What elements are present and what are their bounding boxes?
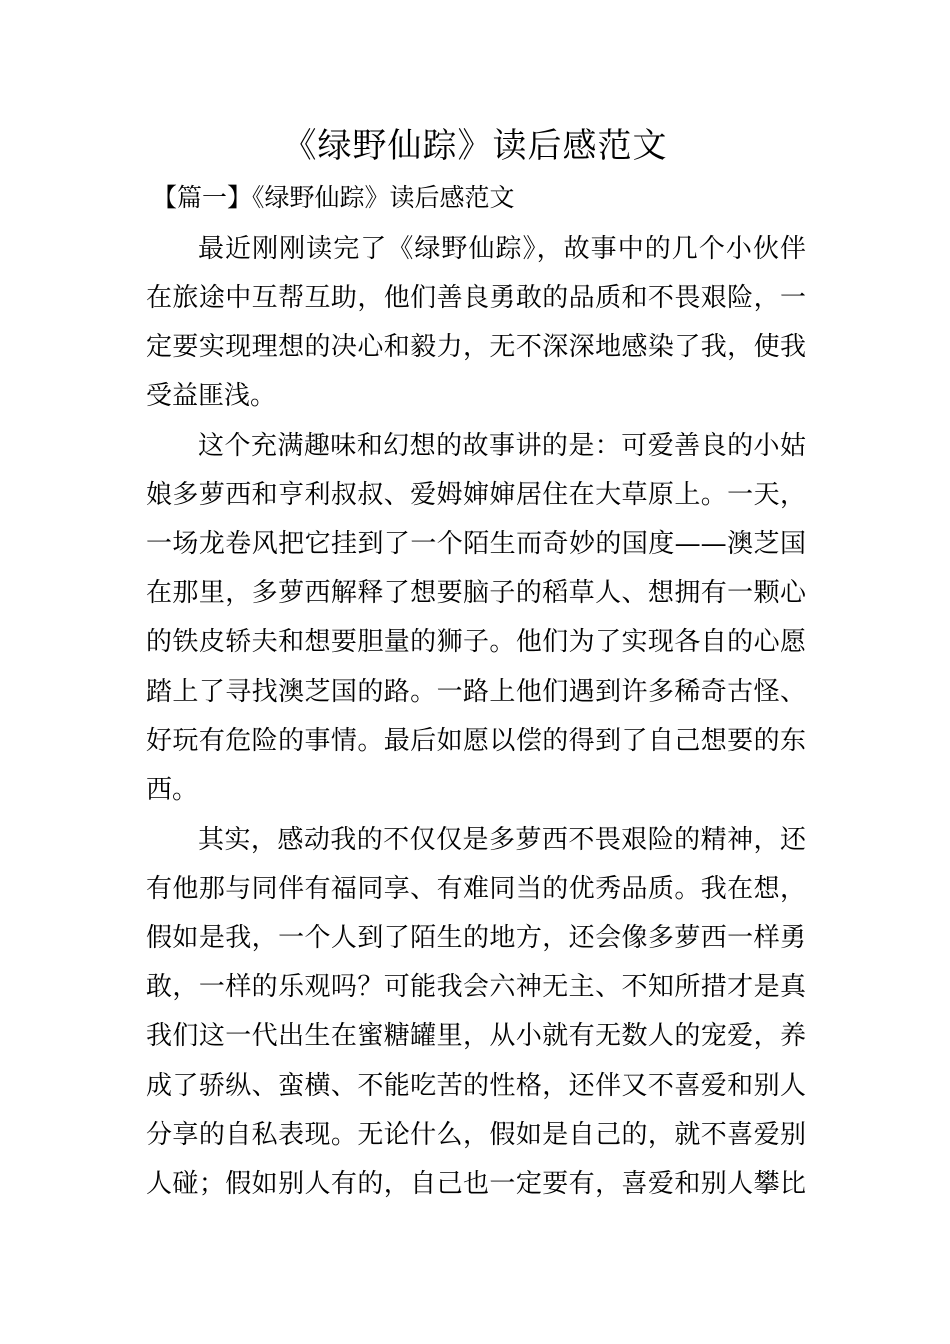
paragraph-line: 假如是我，一个人到了陌生的地方，还会像多萝西一样勇 <box>146 923 806 953</box>
paragraph-line: 有他那与同伴有福同享、有难同当的优秀品质。我在想， <box>146 874 806 904</box>
paragraph-line: 定要实现理想的决心和毅力，无不深深地感染了我，使我 <box>146 332 806 362</box>
paragraph-line: 我们这一代出生在蜜糖罐里，从小就有无数人的宠爱，养 <box>146 1021 806 1051</box>
paragraph-line: 这个充满趣味和幻想的故事讲的是：可爱善良的小姑 <box>198 431 806 461</box>
paragraph-line: 在旅途中互帮互助，他们善良勇敢的品质和不畏艰险，一 <box>146 283 806 313</box>
paragraph-line: 一场龙卷风把它挂到了一个陌生而奇妙的国度——澳芝国 <box>146 529 806 559</box>
paragraph-line: 踏上了寻找澳芝国的路。一路上他们遇到许多稀奇古怪、 <box>146 677 806 707</box>
paragraph-line: 分享的自私表现。无论什么，假如是自己的，就不喜爱别 <box>146 1120 806 1150</box>
section-heading: 【篇一】《绿野仙踪》读后感范文 <box>152 183 515 212</box>
paragraph-line: 成了骄纵、蛮横、不能吃苦的性格，还伴又不喜爱和别人 <box>146 1071 806 1101</box>
paragraph-line: 的铁皮轿夫和想要胆量的狮子。他们为了实现各自的心愿 <box>146 627 806 657</box>
paragraph-line: 好玩有危险的事情。最后如愿以偿的得到了自己想要的东 <box>146 726 806 756</box>
paragraph-line: 最近刚刚读完了《绿野仙踪》，故事中的几个小伙伴 <box>198 234 806 264</box>
document-title: 《绿野仙踪》读后感范文 <box>282 126 668 166</box>
paragraph-line: 敢，一样的乐观吗？可能我会六神无主、不知所措才是真 <box>146 972 806 1002</box>
paragraph-line: 受益匪浅。 <box>146 381 277 411</box>
paragraph-line: 西。 <box>146 775 199 805</box>
paragraph-line: 娘多萝西和亨利叔叔、爱姆婶婶居住在大草原上。一天， <box>146 480 806 510</box>
paragraph-line: 其实，感动我的不仅仅是多萝西不畏艰险的精神，还 <box>198 825 806 855</box>
paragraph-line: 人碰；假如别人有的，自己也一定要有，喜爱和别人攀比 <box>146 1169 806 1199</box>
paragraph-line: 在那里，多萝西解释了想要脑子的稻草人、想拥有一颗心 <box>146 578 806 608</box>
